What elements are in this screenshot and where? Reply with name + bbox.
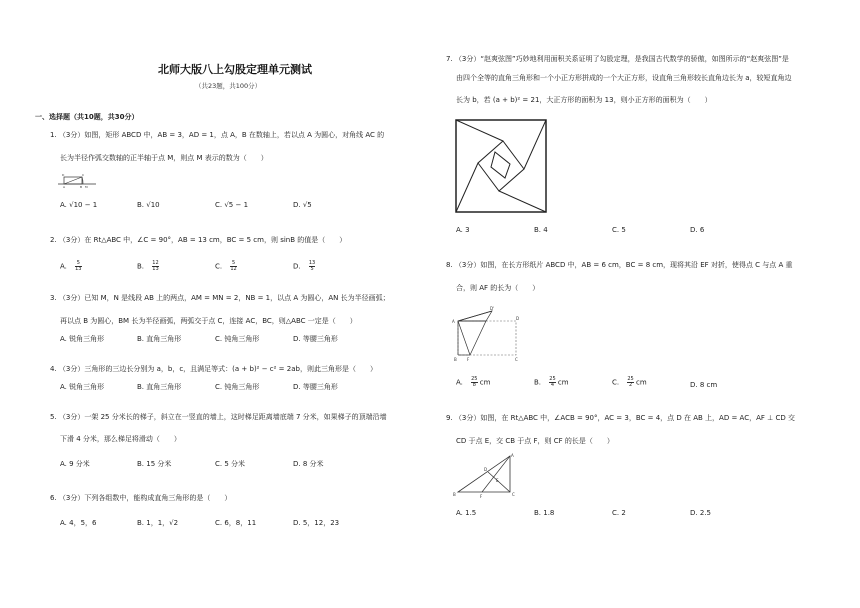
segment-cd — [488, 472, 510, 492]
q1-option-b[interactable]: B. √10 — [137, 201, 160, 209]
q7-option-a[interactable]: A. 3 — [456, 226, 470, 234]
q7-option-d[interactable]: D. 6 — [690, 226, 705, 234]
q9-option-c[interactable]: C. 2 — [612, 509, 626, 517]
zhao-shuang-figure — [455, 119, 547, 213]
q2-option-b[interactable] — [137, 261, 159, 272]
q8-option-c[interactable] — [612, 377, 647, 388]
q8-label-f: F — [467, 357, 470, 362]
q5-option-b[interactable]: B. 15 分米 — [137, 460, 172, 468]
fig1-label-b: B — [80, 185, 83, 188]
q6-line1: 6. （3分）下列各组数中，能构成直角三角形的是（ ） — [50, 494, 232, 502]
q1-figure — [58, 172, 98, 188]
fold-line-ef — [470, 321, 486, 355]
q8-option-c-letter: C. — [612, 378, 620, 387]
q8-fraction-a: $\frac{25}{8}$ — [471, 376, 478, 388]
fig1-label-a: A — [63, 185, 66, 188]
q8-option-d[interactable]: D. 8 cm — [690, 381, 718, 389]
q8-label-d: D — [516, 316, 520, 321]
page-title: 北师大版八上勾股定理单元测试 — [158, 63, 312, 76]
q8-unit-c: cm — [635, 378, 647, 387]
fig1-label-m: M — [85, 185, 88, 188]
section-title: 一、选择题（共10题，共30分） — [35, 113, 139, 121]
q9-option-a[interactable]: A. 1.5 — [456, 509, 477, 517]
q9-line2: CD 于点 E，交 CB 于点 F，则 CF 的长是（ ） — [456, 437, 614, 445]
q7-line3: 长为 b，若 (a + b)² = 21，大正方形的面积为 13，则小正方形的面积为（ ） — [456, 96, 712, 104]
q2-option-d-letter: D. — [293, 262, 301, 271]
q4-option-b[interactable]: B. 直角三角形 — [137, 383, 182, 391]
q2-option-c[interactable] — [215, 261, 237, 272]
q8-figure — [452, 305, 524, 363]
q7-line2: 由四个全等的直角三角形和一个小正方形拼成的一个大正方形，设直角三角形较长直角边长为 a，较短直角边 — [456, 74, 792, 82]
q8-label-a: A — [452, 319, 455, 324]
q2-option-c-letter: C. — [215, 262, 223, 271]
q7-line1: 7. （3分）“赵爽弦图”巧妙地利用面积关系证明了勾股定理，是我国古代数学的骄傲，如图所示的“赵爽弦图”是 — [446, 55, 789, 63]
q2-line1: 2. （3分）在 Rt△ABC 中，∠C = 90°，AB = 13 cm，BC = 5 cm，则 sinB 的值是（ ） — [50, 236, 347, 244]
q9-label-c: C — [512, 492, 515, 497]
q2-option-d[interactable] — [293, 261, 315, 272]
q2-fraction-d: $\frac{13}{5}$ — [308, 260, 316, 272]
q5-option-c[interactable]: C. 5 分米 — [215, 460, 246, 468]
q7-option-c[interactable]: C. 5 — [612, 226, 626, 234]
q5-option-a[interactable]: A. 9 分米 — [60, 460, 90, 468]
q9-line1: 9. （3分）如图，在 Rt△ABC 中，∠ACB = 90°，AC = 3，BC = 4，点 D 在 AB 上，AD = AC，AF ⊥ CD 交 — [446, 414, 795, 422]
q1-line2: 长为半径作弧交数轴的正半轴于点 M，则点 M 表示的数为（ ） — [60, 154, 268, 162]
q9-option-d[interactable]: D. 2.5 — [690, 509, 711, 517]
q8-option-b-letter: B. — [534, 378, 542, 387]
q8-line1: 8. （3分）如图，在长方形纸片 ABCD 中，AB = 6 cm，BC = 8 cm，现将其沿 EF 对折，使得点 C 与点 A 重 — [446, 261, 793, 269]
q5-line1: 5. （3分）一架 25 分米长的梯子，斜立在一竖直的墙上，这时梯足距离墙底端 7 分米，如果梯子的顶端沿墙 — [50, 413, 387, 421]
q8-label-c: C — [515, 357, 518, 362]
fig1-label-c: C — [82, 173, 85, 177]
rectangle-abcd — [458, 321, 516, 355]
q2-option-a[interactable] — [60, 261, 82, 272]
q7-option-b[interactable]: B. 4 — [534, 226, 548, 234]
q4-option-c[interactable]: C. 钝角三角形 — [215, 383, 260, 391]
q3-option-a[interactable]: A. 锐角三角形 — [60, 335, 105, 343]
q9-label-a: A — [511, 453, 514, 458]
q2-fraction-c: $\frac{5}{12}$ — [230, 260, 237, 272]
q5-line2: 下滑 4 分米，那么梯足将滑动（ ） — [60, 435, 181, 443]
q8-option-a-letter: A. — [456, 378, 463, 387]
q1-option-c[interactable]: C. √5 − 1 — [215, 201, 249, 209]
q3-option-d[interactable]: D. 等腰三角形 — [293, 335, 338, 343]
q8-label-d1: D' — [490, 306, 495, 311]
diagonal-ac — [64, 177, 82, 184]
q2-fraction-a: $\frac{5}{13}$ — [75, 260, 82, 272]
rectangle-left-edge — [458, 321, 486, 355]
q3-option-b[interactable]: B. 直角三角形 — [137, 335, 182, 343]
q8-unit-b: cm — [557, 378, 569, 387]
q1-option-a[interactable]: A. √10 − 1 — [60, 201, 98, 209]
q8-option-b[interactable] — [534, 377, 569, 388]
q9-label-e: E — [496, 478, 499, 483]
q8-fraction-b: $\frac{25}{4}$ — [549, 376, 556, 388]
q1-option-d[interactable]: D. √5 — [293, 201, 312, 209]
segment-af — [482, 456, 510, 492]
q1-line1: 1. （3分）如图，矩形 ABCD 中，AB = 3，AD = 1，点 A，B 在数轴上，若以点 A 为圆心，对角线 AC 的 — [50, 131, 385, 139]
triangle-abc — [458, 456, 510, 492]
segment-af — [458, 321, 470, 355]
q9-figure — [452, 452, 522, 500]
q5-option-d[interactable]: D. 8 分米 — [293, 460, 324, 468]
q3-line2: 再以点 B 为圆心，BM 长为半径画弧，两弧交于点 C，连接 AC，BC，则△ABC 一定是（ ） — [60, 317, 357, 325]
q9-option-b[interactable]: B. 1.8 — [534, 509, 555, 517]
large-square — [456, 120, 546, 212]
q6-option-a[interactable]: A. 4，5，6 — [60, 519, 97, 527]
q9-label-b: B — [453, 492, 456, 497]
q4-line1: 4. （3分）三角形的三边长分别为 a，b，c，且满足等式：(a + b)² − c² = 2ab，则此三角形是（ ） — [50, 365, 377, 373]
q8-unit-a: cm — [479, 378, 491, 387]
q3-option-c[interactable]: C. 钝角三角形 — [215, 335, 260, 343]
q8-fraction-c: $\frac{25}{2}$ — [627, 376, 634, 388]
q6-option-d[interactable]: D. 5，12，23 — [293, 519, 340, 527]
q9-label-f: F — [480, 494, 483, 499]
q4-option-d[interactable]: D. 等腰三角形 — [293, 383, 338, 391]
q2-option-b-letter: B. — [137, 262, 145, 271]
q8-option-a[interactable] — [456, 377, 490, 388]
q4-option-a[interactable]: A. 锐角三角形 — [60, 383, 105, 391]
q8-line2: 合，则 AF 的长为（ ） — [456, 284, 540, 292]
q2-option-a-letter: A. — [60, 262, 67, 271]
q6-option-b[interactable]: B. 1，1，√2 — [137, 519, 179, 527]
q6-option-c[interactable]: C. 6，8，11 — [215, 519, 257, 527]
fig1-label-d: D — [62, 173, 65, 177]
q2-fraction-b: $\frac{12}{13}$ — [152, 260, 159, 272]
q8-label-b: B — [454, 357, 457, 362]
q9-label-d: D — [484, 467, 488, 472]
page-subtitle: （共23题，共100分） — [195, 82, 262, 90]
q3-line1: 3. （3分）已知 M，N 是线段 AB 上的两点，AM = MN = 2，NB = 1，以点 A 为圆心，AN 长为半径画弧； — [50, 294, 390, 302]
